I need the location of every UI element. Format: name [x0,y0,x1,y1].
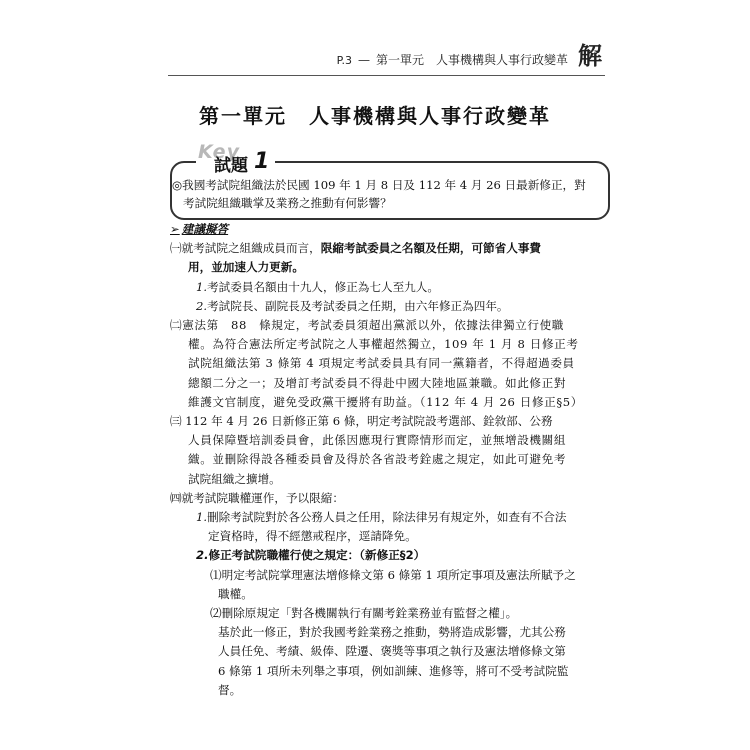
item-note: （新修正§2） [359,548,426,563]
sub-text: 刪除原規定「對各機關執行有關考銓業務並有監督之權」。 [221,606,518,621]
sub-number: ⑴ [210,567,222,582]
item-text: 修正考試院職權行使之規定： [208,548,360,563]
para3-line-2: 人員保障暨培訓委員會，此係因應現行實際情形而定，並無增設機關組 [188,433,567,448]
sub-text: 明定考試院掌理憲法增修條文第 6 條第 1 項所定事項及憲法所賦予之 [221,567,576,582]
para2-line-3: 試院組織法第 3 條第 4 項規定考試委員具有同一黨籍者，不得超過委員 [188,356,575,371]
para1-item-2 [170,297,610,316]
para4-sub-2-body-1: 基於此一修正，對於我國考銓業務之推動，勢將造成影響，尤其公務 [218,625,566,640]
header-mark: 解 [578,41,602,70]
para4-sub-2-body-3: 6 條第 1 項所未列舉之事項，例如訓練、進修等，將可不受考試院監 [218,663,569,678]
para4-sub-2 [170,604,610,623]
para4-lead: ㈣就考試院職權運作，予以限縮： [170,490,344,505]
para2-line-5: 維護文官制度，避免受政黨干擾將有助益。（112 年 4 月 26 日修正§5） [188,394,583,409]
para1-bold-2: 用，並加速人力更新。 [188,260,304,275]
para4-sub-1 [170,566,610,585]
para2-line-4: 總額二分之一；及增訂考試委員不得赴中國大陸地區兼職。如此修正對 [188,375,567,390]
question-line-2: 考試院組織職掌及業務之推動有何影響？ [183,196,392,210]
question-label: 試題 [214,155,248,176]
para1-line-1 [170,239,610,258]
para4-sub-2-body-4: 督。 [218,682,242,697]
item-text: 考試委員名額由十九人，修正為七人至九人。 [207,279,439,294]
para3-line-4: 試院組織之擴增。 [188,471,281,486]
item-number: 1. [196,510,208,525]
question-tag [196,143,275,177]
header-dash: — [357,53,370,67]
answer-heading-text: 建議擬答 [181,222,229,236]
running-header [336,41,602,70]
para4-sub-2-body-2: 人員任免、考績、級俸、陞遷、褒獎等事項之執行及憲法增修條文第 [218,644,566,659]
item-text: 刪除考試院對於各公務人員之任用，除法律另有規定外，如查有不合法 [207,510,567,525]
answer-heading [170,220,610,239]
para1-lead: ㈠就考試院之組織成員而言， [170,241,321,256]
para4-item-1-cont: 定資格時，得不經懲戒程序，逕請降免。 [208,529,417,544]
page-title: 第一單元 人事機構與人事行政變革 [199,104,551,128]
item-number: 2. [196,298,208,313]
question-text [172,176,600,212]
para4-item-2 [170,546,610,565]
header-rule [168,75,605,76]
para2-line-1: ㈡憲法第 88 條規定，考試委員須超出黨派以外，依據法律獨立行使職 [170,318,564,333]
key-watermark: Key [198,141,240,163]
para2-line-2: 權。為符合憲法所定考試院之人事權超然獨立，109 年 1 月 8 日修正考 [188,337,579,352]
sub-number: ⑵ [210,606,222,621]
item-number: 2. [196,548,209,563]
question-number: 1 [254,148,270,174]
para3-line-3: 織。並刪除得設各種委員會及得於各省設考銓處之規定，如此可避免考 [188,452,567,467]
item-number: 1. [196,279,208,294]
para1-bold-1: 限縮考試委員之名額及任期，可節省人事費 [320,241,542,256]
para1-item-1 [170,278,610,297]
header-unit-label: 第一單元 人事機構與人事行政變革 [375,53,568,67]
answer-body [170,220,610,700]
question-line-1: ◎我國考試院組織法於民國 109 年 1 月 8 日及 112 年 4 月 26 日最新修正，對 [172,178,586,192]
para4-sub-1-cont: 職權。 [218,586,253,601]
page-number: P.3 [336,54,352,67]
arrow-icon: ➢ [170,222,180,236]
para3-line-1: ㈢ 112 年 4 月 26 日新修正第 6 條，明定考試院設考選部、銓敘部、公務 [170,414,553,429]
para4-item-1 [170,508,610,527]
item-text: 考試院長、副院長及考試委員之任期，由六年修正為四年。 [207,298,509,313]
